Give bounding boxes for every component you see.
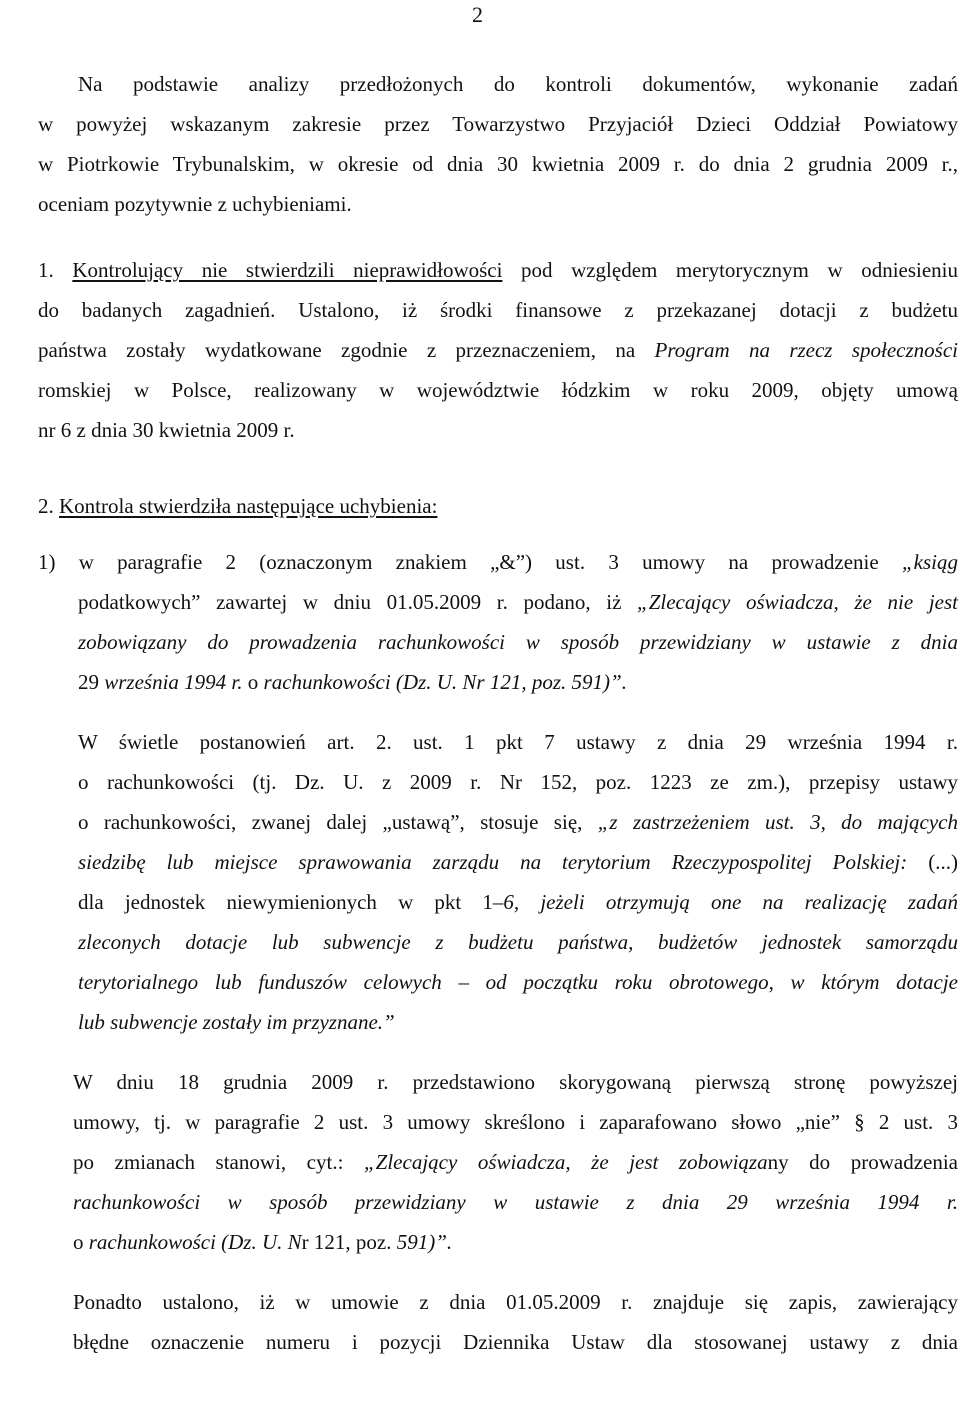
intro-line-3: w Piotrkowie Trybunalskim, w okresie od dnia 30 kwietnia 2009 r. do dnia 2 grudnia 2009 r., [38,152,958,176]
dec-line-3 [73,1142,958,1182]
point-1-number: 1. [38,258,54,282]
paragraph-ponadto [38,1282,958,1362]
w-line-5a: dla jednostek niewymienionych w pkt 1– [78,890,504,914]
point-1-line-1 [38,250,958,290]
item-1-line-2a: podatkowych” zawartej w dniu 01.05.2009 r. podano, iż [78,590,638,614]
w-line-5 [78,882,958,922]
dec-line-3c: ny do prowadzenia [767,1150,958,1174]
item-1-line-4a: 29 [78,670,105,694]
dec-line-4 [73,1182,958,1222]
point-1-line-3 [38,330,958,370]
w-line-8 [78,1002,958,1042]
w-line-3b: „z zastrzeżeniem ust. 3, do mających [597,810,958,834]
w-line-6 [78,922,958,962]
item-1-line-3 [78,622,958,662]
paragraph-w-swietle [38,722,958,1042]
dec-line-3a: po zmianach stanowi, cyt.: [73,1150,364,1174]
item-1-line-2 [78,582,958,622]
intro-line-4: oceniam pozytywnie z uchybieniami. [38,192,352,216]
intro-paragraph [38,64,958,104]
w-line-1: W świetle postanowień art. 2. ust. 1 pkt 7 ustawy z dnia 29 września 1994 r. [78,730,958,754]
dec-line-2: umowy, tj. w paragrafie 2 ust. 3 umowy skreślono i zaparafowano słowo „nie” § 2 ust. 3 [73,1110,958,1134]
point-1-line-2b: Ustalono, iż środki finansowe z przekazanej dotacji z budżetu [275,298,958,322]
item-1-line-2b: „Zlecający oświadcza, że nie jest [637,590,958,614]
dec-line-5c: r 121, poz. [301,1230,397,1254]
item-1-line-3-text: zobowiązany do prowadzenia rachunkowości w sposób przewidziany w ustawie z dnia [78,630,958,654]
point-2-heading: Kontrola stwierdziła następujące uchybienia: [59,494,438,518]
w-line-2: o rachunkowości (tj. Dz. U. z 2009 r. Nr 152, poz. 1223 ze zm.), przepisy ustawy [78,770,958,794]
point-1-line-1-rest: pod względem merytorycznym w odniesieniu [502,258,959,282]
dec-line-5a: o [73,1230,89,1254]
intro-line-2: w powyżej wskazanym zakresie przez Towarzystwo Przyjaciół Dzieci Oddział Powiatowy [38,112,958,136]
point-2-line [38,486,958,526]
intro-paragraph-rest [38,104,958,224]
w-line-4b: (...) [907,850,958,874]
w-line-6-text: zleconych dotacje lub subwencje z budżetu państwa, budżetów jednostek samorządu [78,930,958,954]
item-1-line-4c: o [242,670,264,694]
item-1-continuation [38,582,958,702]
item-1-line-1b: „ksiąg [901,550,958,574]
w-line-4a: siedzibę lub miejsce sprawowania zarządu na terytorium Rzeczypospolitej Polskiej: [78,850,908,874]
point-1-line-5: nr 6 z dnia 30 kwietnia 2009 r. [38,418,295,442]
point-2 [38,486,958,526]
w-line-8-text: lub subwencje zostały im przyznane.” [78,1010,395,1034]
document-body [38,64,958,1362]
item-1-line-4 [78,662,958,702]
dec-line-5 [73,1222,958,1262]
w-line-3 [78,802,958,842]
intro-line-1: Na podstawie analizy przedłożonych do kontroli dokumentów, wykonanie zadań [78,72,958,96]
page-number: 2 [472,2,483,27]
paragraph-correction [38,1062,958,1262]
point-1-line-2a: do badanych zagadnień. [38,298,276,322]
item-1-line-1a: 1) w paragrafie 2 (oznaczonym znakiem „&”) ust. 3 umowy na prowadzenie [38,550,902,574]
item-1-line-1 [38,542,958,582]
point-1-line-2 [38,290,958,330]
point-1 [38,250,958,450]
dec-line-1: W dniu 18 grudnia 2009 r. przedstawiono skorygowaną pierwszą stronę powyższej [73,1070,958,1094]
w-line-3a: o rachunkowości, zwanej dalej „ustawą”, stosuje się, [78,810,598,834]
w-line-7 [78,962,958,1002]
dec-line-5d: 591)”. [396,1230,453,1254]
item-1-line-4b: września 1994 r. [104,670,243,694]
point-1-line-4: romskiej w Polsce, realizowany w województwie łódzkim w roku 2009, objęty umową [38,378,958,402]
w-line-4 [78,842,958,882]
program-title: Program na rzecz społeczności [654,338,958,362]
dec-line-3b: „Zlecający oświadcza, że jest zobowiąza [363,1150,768,1174]
item-1-line-4d: rachunkowości (Dz. U. Nr 121, poz. 591)”. [263,670,627,694]
ponadto-line-1: Ponadto ustalono, iż w umowie z dnia 01.05.2009 r. znajduje się zapis, zawierający [73,1290,958,1314]
finding-item-1 [38,542,958,702]
ponadto-line-2: błędne oznaczenie numeru i pozycji Dziennika Ustaw dla stosowanej ustawy z dnia [73,1330,958,1354]
point-2-number: 2. [38,494,54,518]
dec-line-4-text: rachunkowości w sposób przewidziany w ustawie z dnia 29 września 1994 r. [73,1190,958,1214]
w-line-7-text: terytorialnego lub funduszów celowych – od początku roku obrotowego, w którym dotacje [78,970,958,994]
point-1-heading: Kontrolujący nie stwierdzili nieprawidłowości [72,258,503,282]
dec-line-5b: rachunkowości (Dz. U. N [88,1230,302,1254]
w-line-5b: 6, jeżeli otrzymują one na realizację zadań [503,890,958,914]
point-1-line-3a: państwa zostały wydatkowane zgodnie z przeznaczeniem, na [38,338,655,362]
